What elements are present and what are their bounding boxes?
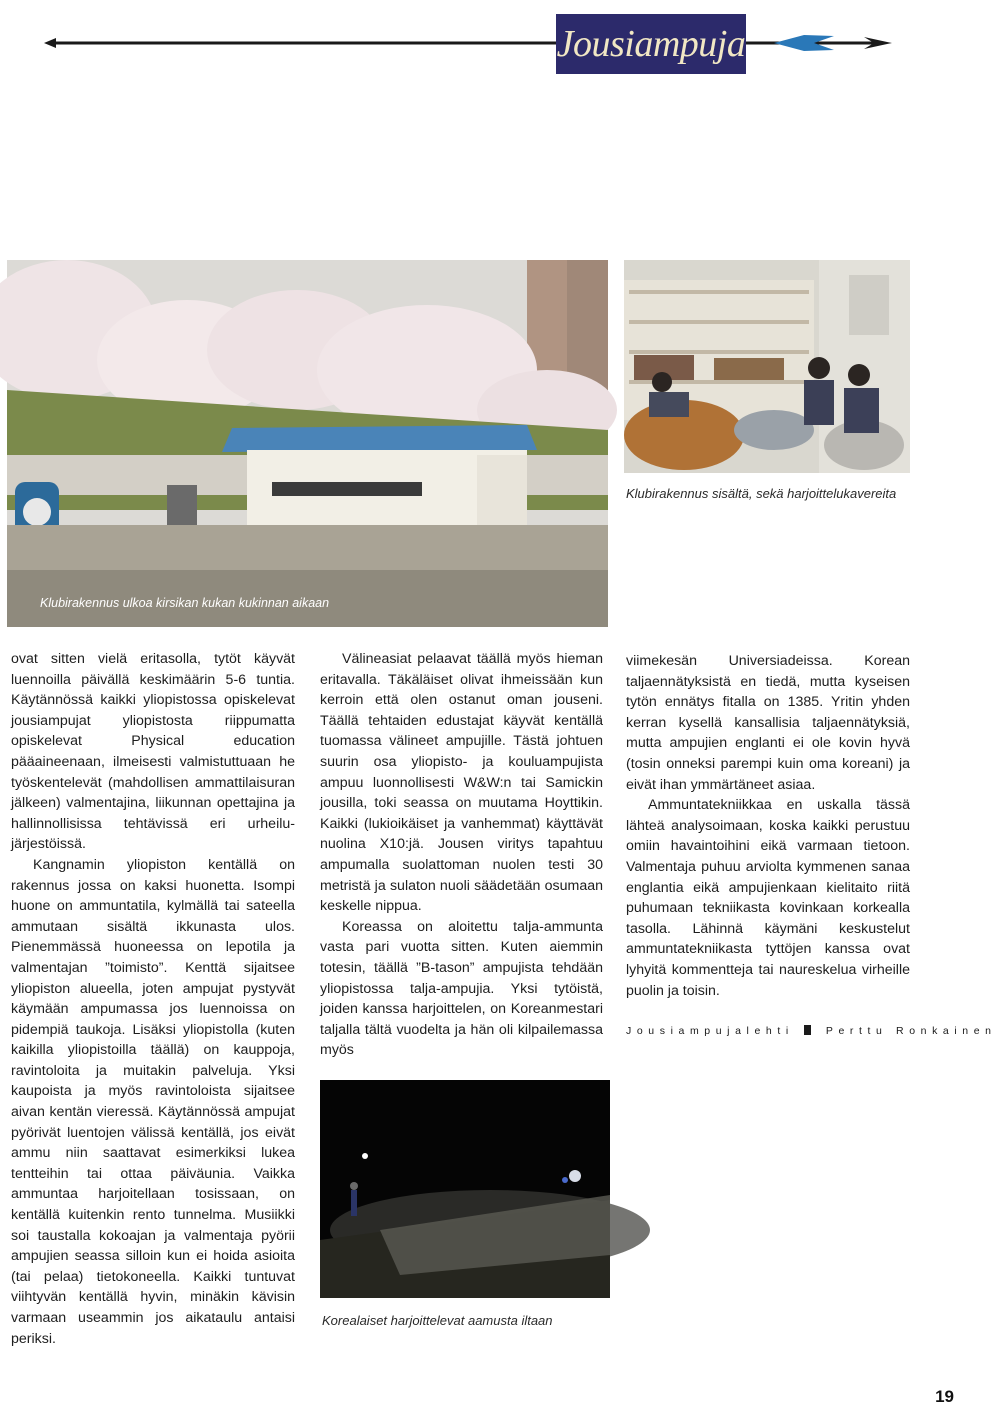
paragraph: Välineasiat pelaavat täällä myös hieman eritavalla. Täkäläiset olivat ihmeissään kun kerroin että olen ostanut oman jouseni. Täällä tehtaiden edustajat käyvät kentällä tuomassa välineet ampujille. Tästä johtuen suurin osa yliopisto- ja kouluampujista ampuu luonnollisesti W&W:n tai Samickin jousilla, toki seassa on muutama Hoyttikin. Kaikki (lukioikäiset ja vanhemmat) käyttävät nuolina X10:jä. Jousen viritys tapahtuu ampumalla suolattoman nuolen testi 30 metristä ja sulaton nuoli säädetään osumaan keskelle nippua.: [320, 651, 603, 915]
photo-club-building-indoor: [624, 260, 910, 473]
photo-night-practice: [320, 1080, 610, 1298]
paragraph: Kangnamin yliopiston kentällä on rakennus jossa on kaksi huonetta. Isompi huone on ammuntatila, kylmällä tai sateella ammutaan sisältä ikkunasta ulos. Pienemmässä huoneessa on lepotila ja valmentajan ”toimisto”. Kenttä sijaitsee yliopiston alueella, joten ampujat pystyvät käymään ampumassa jos luennoissa on pidempiä taukoja. Lisäksi yliopistolla (kuten kaikilla yliopistoilla täällä) on kauppoja, ravintoloita ja muitakin palveluja. Yksi kaupoista ja myös ravintoloista sijaitsee aivan kentän vieressä. Käytännössä ampujat pyörivät luentojen välissä kentällä, jos eivät ammu niin saattavat esimerkiksi lukea tentteihin tai ottaa päiväunia. Vaikka ammuntaa harjoitellaan tosissaan, on kentällä kuitenkin rento tunnelma. Musiikki soi taustalla kokoajan ja valmentaja pyörii ampujien seassa silloin kun ei hoida asioita (tai pelaa) tietokoneella. Kaikki tuntuvat viihtyvän kentällä hyvin, minäkin kävisin varmaan useammin jos aikataulu antaisi periksi.: [11, 856, 295, 1347]
header-title: Jousiampuja: [556, 14, 746, 74]
text-column-2: [320, 649, 603, 1061]
paragraph: Ammuntatekniikkaa en uskalla tässä lähteä analysoimaan, koska kaikki perustuu omiin havaintoihini eikä varmaan tietoon. Valmentaja puhuu arviolta kymmenen sanaa englantia eikä ampujienkaan kielitaito riitä puhumaan tekniikasta kovinkaan korkealla tasolla. Lähinnä käymäni keskustelut ammuntatekniikasta tyttöjen kanssa ovat lyhyitä kommentteja tai naureskelua virheille puolin ja toisin.: [626, 797, 910, 999]
text-column-3: [626, 651, 910, 1001]
byline-publication: Jousiampujalehti: [626, 1025, 794, 1037]
arrow-illustration: [44, 34, 894, 52]
page-number: 19: [935, 1387, 954, 1406]
byline-author: Perttu Ronkainen: [825, 1025, 997, 1037]
caption-outdoor: Klubirakennus ulkoa kirsikan kukan kukinnan aikaan: [40, 596, 330, 610]
byline: [626, 1025, 997, 1037]
caption-indoor: Klubirakennus sisältä, sekä harjoittelukavereita: [626, 486, 897, 501]
photo-club-building-outdoor: [7, 260, 608, 627]
arrow-shaft: [54, 42, 874, 45]
caption-night: Korealaiset harjoittelevat aamusta iltaan: [322, 1313, 553, 1328]
paragraph: viimekesän Universiadeissa. Korean taljaennätyksistä en tiedä, mutta kyseisen tytön ennätys fitalla on 1385. Yritin yhden kerran kysellä kansallisia taljaennätyksiä, mutta ampujien englanti ei ole kovin hyvä (tosin onneksi parempi kuin oma koreani) ja eivät ihan ymmärtäneet asiaa.: [626, 653, 910, 793]
text-column-1: [11, 649, 295, 1349]
byline-separator: [804, 1025, 811, 1035]
paragraph: ovat sitten vielä eritasolla, tytöt käyvät luennoilla päivällä keskimäärin 5-6 tuntia. Käytännössä kaikki yliopistossa opiskelevat jousiampujat yliopistosta riippumatta opiskelevat Physical education pääaineenaan, ilmeisesti valmistuttuaan he työskentelevät (mahdollisen ammattilaisuran jälkeen) valmentajina, liikunnan opettajina ja hallinnollisissa tehtävissä eri urheilu-järjestöissä.: [11, 651, 295, 853]
paragraph: Koreassa on aloitettu talja-ammunta vasta pari vuotta sitten. Kuten aiemmin totesin, täällä ”B-tason” ampujista tehdään yliopistossa talja-ampujia. Yksi tytöistä, joiden kanssa harjoittelen, on Koreanmestari taljalla tältä vuodelta ja hän oli kilpailemassa myös: [320, 918, 603, 1059]
